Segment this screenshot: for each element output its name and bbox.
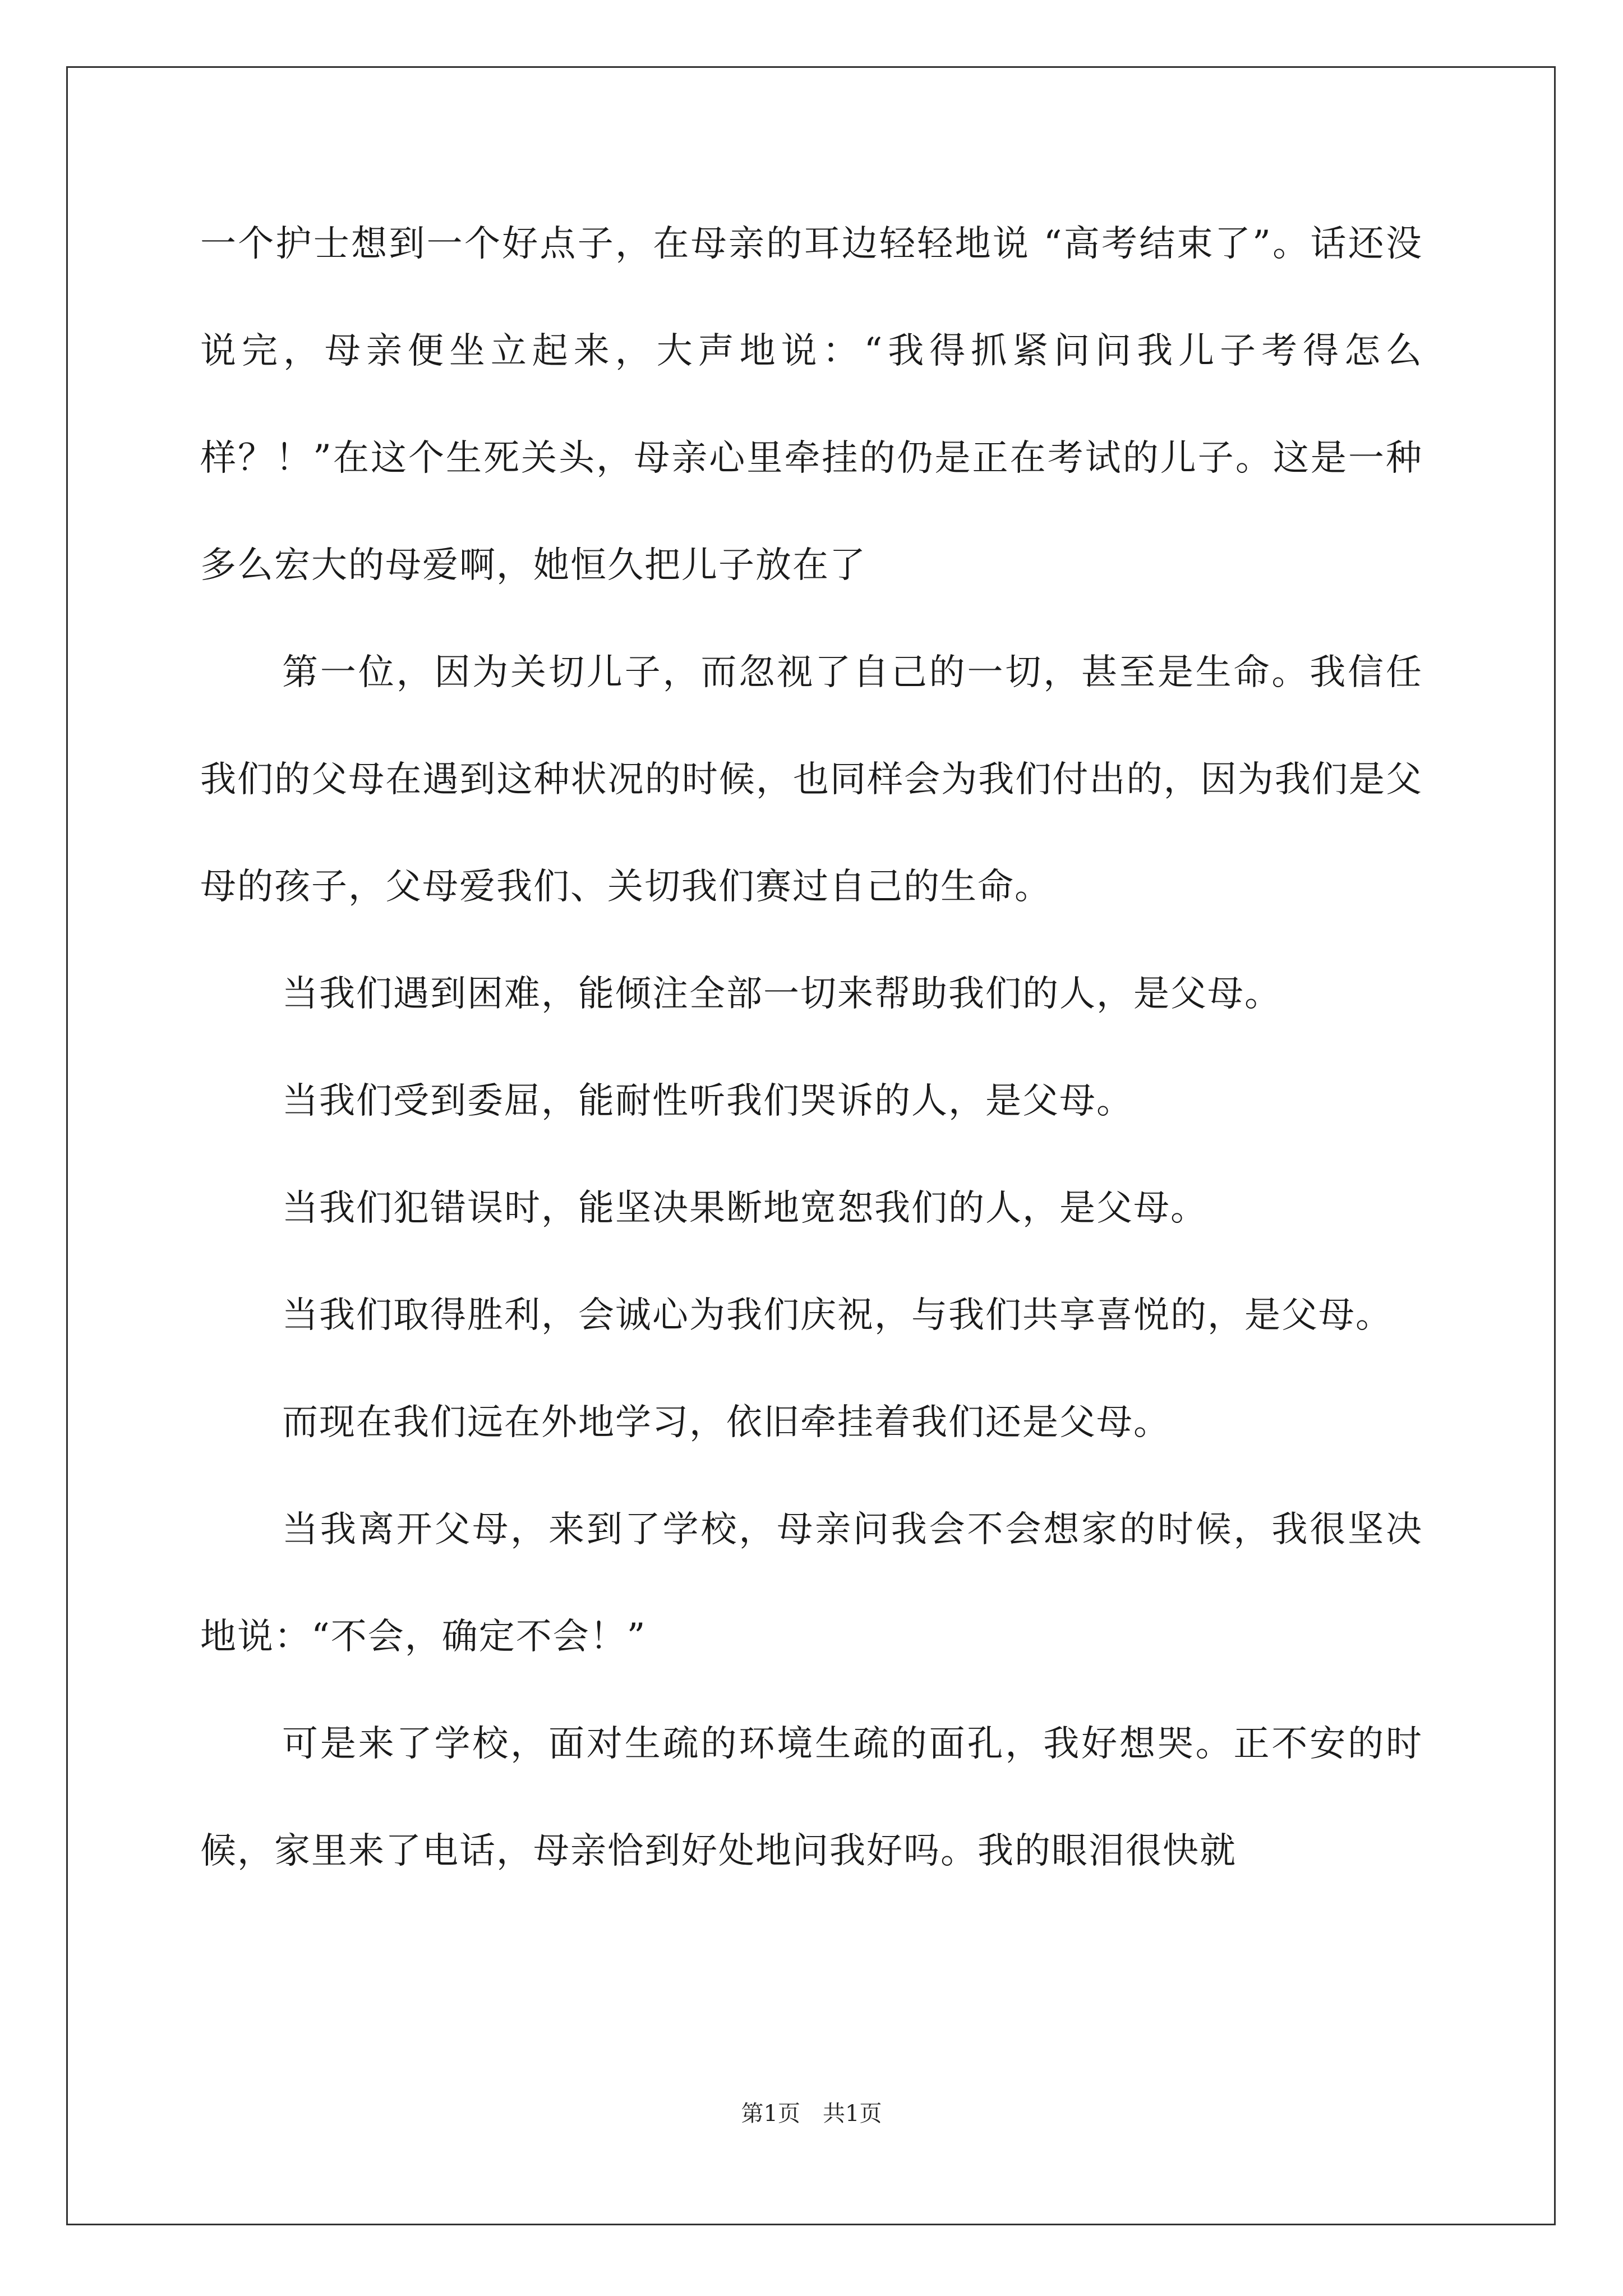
paragraph-6: 当我们取得胜利，会诚心为我们庆祝，与我们共享喜悦的，是父母。 — [282, 1295, 1393, 1336]
page-footer: 第1页 共1页 — [741, 2101, 882, 2127]
paragraph-9: 可是来了学校，面对生疏的环境生疏的面孔，我好想哭。正不安的时候，家里来了电话，母亲恰到好处地问我好吗。我的眼泪很快就 — [200, 1723, 1423, 1872]
paragraph-3: 当我们遇到困难，能倾注全部一切来帮助我们的人，是父母。 — [282, 973, 1281, 1015]
paragraph-4: 当我们受到委屈，能耐性听我们哭诉的人，是父母。 — [282, 1080, 1133, 1122]
document-body — [200, 191, 1423, 1905]
paragraph-1: 一个护士想到一个好点子，在母亲的耳边轻轻地说 “高考结束了”。话还没说完，母亲便坐立起来，大声地说：“我得抓紧问问我儿子考得怎么样？！”在这个生死关头，母亲心里牵挂的仍是正在考试的儿子。这是一种多么宏大的母爱啊，她恒久把儿子放在了 — [200, 223, 1423, 586]
paragraph-7: 而现在我们远在外地学习，依旧牵挂着我们还是父母。 — [282, 1402, 1170, 1443]
paragraph-5: 当我们犯错误时，能坚决果断地宽恕我们的人，是父母。 — [282, 1188, 1207, 1229]
paragraph-2: 第一位，因为关切儿子，而忽视了自己的一切，甚至是生命。我信任我们的父母在遇到这种状况的时候，也同样会为我们付出的，因为我们是父母的孩子，父母爱我们、关切我们赛过自己的生命。 — [200, 652, 1423, 908]
paragraph-8: 当我离开父母，来到了学校，母亲问我会不会想家的时候，我很坚决地说：“不会，确定不会！” — [200, 1509, 1423, 1658]
